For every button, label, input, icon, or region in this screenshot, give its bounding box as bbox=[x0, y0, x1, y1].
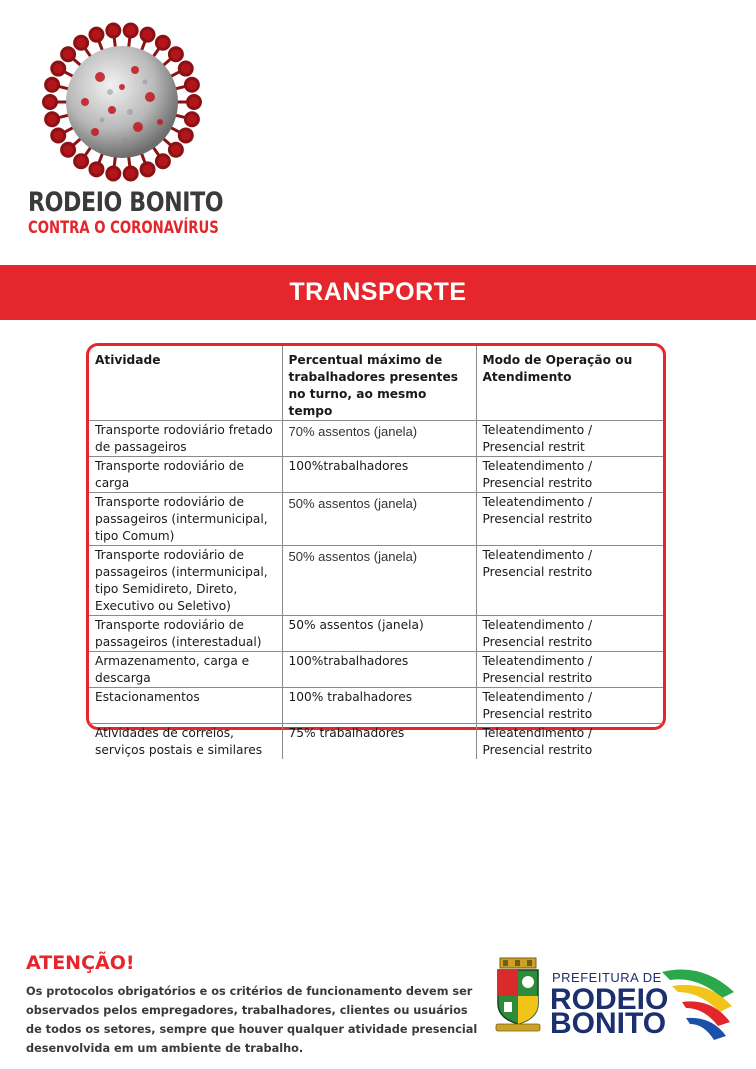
table-header-row bbox=[89, 346, 663, 421]
attention-title: ATENÇÃO! bbox=[26, 952, 135, 974]
cell-activity: Transporte rodoviário fretado de passageiros bbox=[89, 421, 282, 457]
prefeitura-label: PREFEITURA DE bbox=[552, 970, 662, 985]
cell-operation-mode: Teleatendimento / Presencial restrito bbox=[482, 726, 593, 757]
section-banner bbox=[0, 265, 756, 320]
column-header-percentage: Percentual máximo de trabalhadores presentes no turno, ao mesmo tempo bbox=[282, 346, 476, 421]
cell-operation-mode: Teleatendimento / Presencial restrito bbox=[476, 457, 663, 493]
cell-percentage: 50% assentos (janela) bbox=[282, 493, 476, 546]
transport-table bbox=[89, 346, 663, 759]
coronavirus-illustration bbox=[40, 22, 205, 182]
prefeitura-name-line1: RODEIO bbox=[550, 983, 669, 1016]
cell-activity: Transporte rodoviário de carga bbox=[89, 457, 282, 493]
table-row bbox=[89, 421, 663, 457]
column-header-activity: Atividade bbox=[89, 346, 282, 421]
cell-operation-mode: Teleatendimento / Presencial restrito bbox=[476, 546, 663, 616]
attention-text: Os protocolos obrigatórios e os critérios de funcionamento devem ser observados pelos empregadores, trabalhadores, clientes ou usuários de todos os setores, sempre que houver qualquer atividade presencial desenvolvida em um ambiente de trabalho. bbox=[26, 985, 478, 1055]
cell-activity: Estacionamentos bbox=[89, 688, 282, 724]
cell-activity: Transporte rodoviário de passageiros (interestadual) bbox=[89, 616, 282, 652]
cell-activity: Atividades de correios, serviços postais e similares bbox=[89, 724, 282, 760]
table-row bbox=[89, 457, 663, 493]
column-header-operation-mode: Modo de Operação ou Atendimento bbox=[476, 346, 663, 421]
transport-table-container bbox=[86, 343, 666, 757]
cell-activity: Armazenamento, carga e descarga bbox=[89, 652, 282, 688]
table-row bbox=[89, 616, 663, 652]
table-row bbox=[89, 652, 663, 688]
brand-subtitle: CONTRA O CORONAVÍRUS bbox=[28, 218, 219, 238]
cell-percentage: 100%trabalhadores bbox=[282, 457, 476, 493]
cell-operation-mode: Teleatendimento / Presencial restrito bbox=[476, 616, 663, 652]
municipal-crest-icon bbox=[494, 956, 542, 1032]
table-row bbox=[89, 724, 663, 760]
cell-operation-mode: Teleatendimento / Presencial restrito bbox=[476, 493, 663, 546]
cell-operation-mode: Teleatendimento / Presencial restrit bbox=[476, 421, 663, 457]
section-title: TRANSPORTE bbox=[289, 278, 467, 306]
cell-percentage: 70% assentos (janela) bbox=[282, 421, 476, 457]
prefeitura-name-line2: BONITO bbox=[550, 1007, 667, 1040]
cell-operation-mode: Teleatendimento / Presencial restrito bbox=[476, 652, 663, 688]
attention-notice bbox=[26, 952, 496, 1058]
cell-operation-mode: Teleatendimento / Presencial restrito bbox=[476, 688, 663, 724]
table-row bbox=[89, 688, 663, 724]
cell-percentage: 50% assentos (janela) bbox=[282, 546, 476, 616]
table-row bbox=[89, 493, 663, 546]
prefeitura-logo bbox=[548, 962, 738, 1042]
cell-percentage: 100%trabalhadores bbox=[282, 652, 476, 688]
brand-block bbox=[28, 188, 273, 238]
cell-activity: Transporte rodoviário de passageiros (intermunicipal, tipo Comum) bbox=[89, 493, 282, 546]
table-row bbox=[89, 546, 663, 616]
cell-percentage: 100% trabalhadores bbox=[282, 688, 476, 724]
brand-title: RODEIO BONITO bbox=[28, 187, 224, 218]
cell-percentage: 75% trabalhadores bbox=[282, 724, 476, 760]
cell-percentage: 50% assentos (janela) bbox=[282, 616, 476, 652]
cell-activity: Transporte rodoviário de passageiros (intermunicipal, tipo Semidireto, Direto, Executivo ou Seletivo) bbox=[89, 546, 282, 616]
